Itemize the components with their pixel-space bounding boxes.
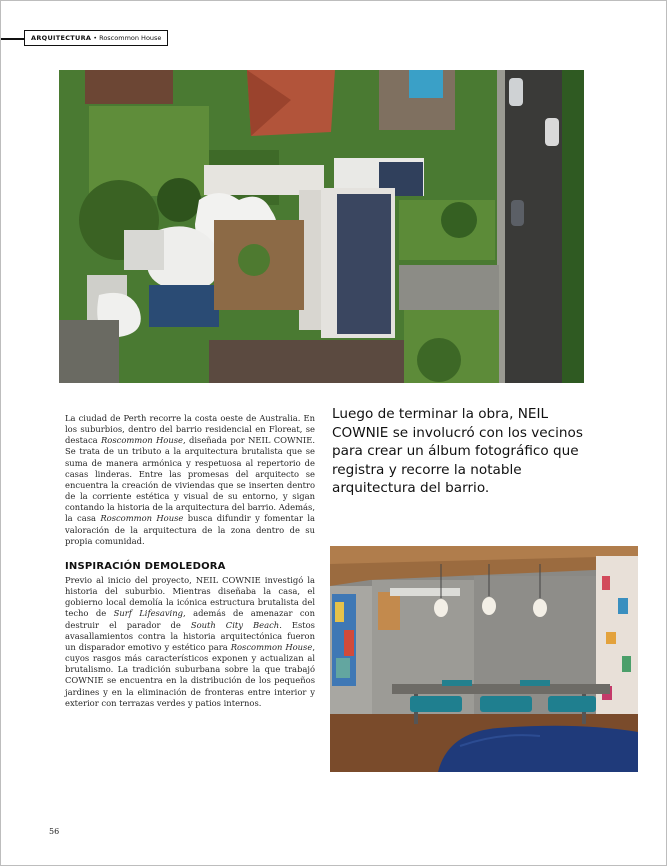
intro-emphasis-1: Roscommon House [100, 435, 183, 446]
section-label: ARQUITECTURA [31, 34, 92, 42]
section-emphasis-2: South City Beach [190, 619, 280, 630]
header-rule [1, 38, 25, 40]
section-tag [24, 30, 168, 46]
intro-text-1: La ciudad de Perth recorre la costa oeste de Australia. En los suburbios, dentro del barrio residencial en Floreat, se destaca [65, 413, 315, 446]
intro-text-3: busca difundir y fomentar la valoración de la arquitectura de la zona dentro de su propia comunidad. [65, 513, 316, 546]
intro-paragraph [65, 413, 315, 547]
section-text-2: , además de amenazar con destruir el parador de [65, 608, 315, 630]
section-heading: INSPIRACIÓN DEMOLEDORA [65, 561, 226, 572]
aerial-view-house-photo [59, 70, 584, 383]
intro-emphasis-2: Roscommon House [100, 513, 184, 524]
section-text-4: , cuyos rasgos más característicos exponen y actualizan al brutalismo. La tradición suburbana sobre la que trabajó COWNIE se encuentra en la distribución de los pequeños jardines y en la eliminación de fronteras entre interior y exterior con terrazas verdes y patios internos. [65, 641, 315, 708]
section-emphasis-3: Roscommon House [230, 641, 313, 652]
pull-quote: Luego de terminar la obra, NEIL COWNIE se involucró con los vecinos para crear un álbum fotográfico que registra y recorre la notable arquitectura del barrio. [332, 406, 583, 497]
intro-text-2: , diseñada por NEIL COWNIE. Se trata de un tributo a la arquitectura brutalista que se suma de manera armónica y respetuosa al repertorio de casas linderas. Entre las promesas del arquitecto se encuentra la creación de viviendas que se inserten dentro de la corriente estética y visual de su entorno, y sigan contando la historia de la arquitectura del barrio. Además, la casa [65, 435, 315, 524]
section-emphasis-1: Surf Lifesaving [113, 608, 183, 619]
section-text-3: . Estos avasallamientos contra la historia arquitectónica fueron un disparador emotivo y estético para [65, 619, 315, 652]
section-paragraph [65, 575, 315, 709]
section-separator: • [93, 34, 98, 42]
subsection-label: Roscommon House [99, 34, 162, 42]
dining-room-interior-photo [330, 546, 638, 772]
page-number: 56 [49, 827, 60, 836]
section-text-1: Previo al inicio del proyecto, NEIL COWNIE investigó la historia del suburbio. Mientras diseñaba la casa, el gobierno local demolía la icónica estructura brutalista del techo de [65, 575, 315, 619]
